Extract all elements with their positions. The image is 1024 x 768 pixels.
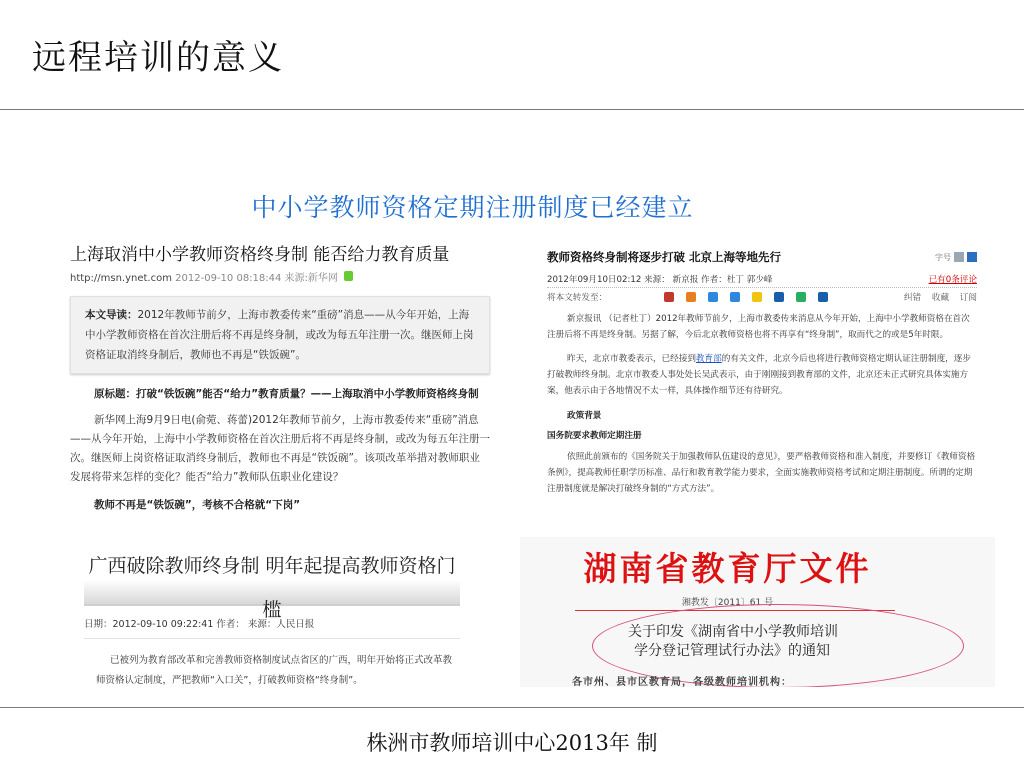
article-shanghai-body: 新华网上海9月9日电(俞菀、蒋蕾)2012年教师节前夕，上海市教委传来“重磅”消息——从今年开始，上海中小学教师资格在首次注册后将不再是终身制，或改为每五年注册一次。继医师上岗资格证取消终身制后，教师也不再是“铁饭碗”。该项改革举措对教师职业发展将带来怎样的变化？能否“给力”教师队伍职业化建设？	[70, 414, 490, 483]
font-large-icon[interactable]	[954, 252, 964, 262]
slide-title: 远程培训的意义	[32, 38, 284, 78]
comments-link[interactable]: 已有0条评论	[928, 275, 977, 285]
article-shanghai-date: 2012-09-10 08:18:44 来源:新华网	[175, 273, 338, 284]
share-icon-7[interactable]	[796, 292, 806, 302]
article-beijing-para3: 依照此前颁布的《国务院关于加强教师队伍建设的意见》，要严格教师资格和准入制度，并要修订《教师资格条例》，提高教师任职学历标准、品行和教育教学能力要求，全面实施教师资格考试和定期注册制度。所谓的定期注册制度就是解决打破终身制的“方式方法”。	[547, 452, 976, 494]
font-size-control	[935, 252, 977, 263]
share-icon-5[interactable]	[752, 292, 762, 302]
article-shanghai-url[interactable]: http://msn.ynet.com	[70, 273, 172, 284]
bottom-divider	[0, 707, 1024, 708]
article-beijing-byline: 2012年09月10日02:12 来源： 新京报 作者：杜丁 郭少峰	[547, 275, 773, 285]
share-icon-2[interactable]	[686, 292, 696, 302]
article-beijing-para1: 新京报讯 （记者杜丁）2012年教师节前夕，上海市教委传来消息从今年开始，上海中小学教师资格在首次注册后将不再是终身制。另据了解，今后北京教师资格也将不再享有“终身制”，取而代之的或是5年时限。	[547, 314, 970, 340]
share-leaf-icon	[344, 271, 353, 281]
article-guangxi	[84, 544, 460, 691]
article-shanghai-source	[70, 269, 490, 284]
article-beijing-meta	[547, 273, 977, 288]
guide-label: 本文导读：	[85, 309, 138, 321]
share-icon-4[interactable]	[730, 292, 740, 302]
article-guide-box	[70, 296, 490, 374]
document-addressee: 各市州、县市区教育局，各级教师培训机构：	[572, 677, 792, 687]
share-label: 将本文转发至：	[547, 293, 608, 303]
document-number: 湘教发〔2011〕61 号	[681, 598, 774, 608]
guide-text: 2012年教师节前夕，上海市教委传来“重磅”消息——从今年开始，上海中小学教师资格在首次注册后将不再是终身制，或改为每五年注册一次。继医师上岗资格证取消终身制后，教师也不再是“铁饭碗”。	[85, 309, 474, 361]
original-title: 原标题：打破“铁饭碗”能否“给力”教育质量？——上海取消中小学教师资格终身制	[94, 388, 479, 400]
article-guangxi-meta: 日期：2012-09-10 09:22:41 作者： 来源：人民日报	[84, 616, 460, 639]
share-icons	[664, 292, 840, 303]
article-shanghai-title: 上海取消中小学教师资格终身制 能否给力教育质量	[70, 245, 450, 265]
article-guangxi-banner: 广西破除教师终身制 明年起提高教师资格门槛	[84, 544, 460, 606]
article-beijing-para2: 昨天，北京市教委表示，已经接到教育部的有关文件，北京今后也将进行教师资格定期认证注册制度，逐步打破教师终身制。北京市教委人事处处长吴武表示，由于刚刚接到教育部的文件，北京还未正式研究具体实施方案，他表示由于各地情况不太一样，具体操作细节还有待研究。	[547, 354, 971, 396]
ministry-link[interactable]: 教育部	[695, 354, 722, 364]
article-guangxi-body: 已被列为教育部改革和完善教师资格制度试点省区的广西，明年开始将正式改革教师资格认定制度，严把教师“入口关”，打破教师资格“终身制”。	[96, 655, 453, 686]
top-divider	[0, 109, 1024, 110]
slide-headline: 中小学教师资格定期注册制度已经建立	[251, 193, 694, 222]
font-small-icon[interactable]	[967, 252, 977, 262]
document-title: 湖南省教育厅文件	[583, 549, 872, 588]
share-icon-1[interactable]	[664, 292, 674, 302]
notice-line-1: 关于印发《湖南省中小学教师培训	[628, 624, 838, 640]
article-beijing	[547, 249, 977, 497]
policy-background-heading: 政策背景	[567, 411, 602, 421]
state-council-heading: 国务院要求教师定期注册	[547, 431, 642, 441]
document-notice	[628, 623, 928, 661]
article-shanghai	[70, 240, 490, 512]
font-size-label: 字号	[935, 252, 951, 262]
correct-link[interactable]: 纠错	[903, 293, 922, 303]
article-beijing-title: 教师资格终身制将逐步打破 北京上海等地先行	[547, 250, 782, 264]
favorite-link[interactable]: 收藏	[931, 293, 950, 303]
article-actions	[896, 291, 977, 303]
slide-footer: 株洲市教师培训中心2013年 制	[366, 731, 658, 755]
subscribe-link[interactable]: 订阅	[959, 293, 977, 303]
article-shanghai-subhead: 教师不再是“铁饭碗”，考核不合格就“下岗”	[94, 499, 301, 511]
share-icon-8[interactable]	[818, 292, 828, 302]
hunan-document-image	[520, 537, 995, 687]
share-bar	[547, 291, 977, 303]
share-icon-6[interactable]	[774, 292, 784, 302]
notice-line-2: 学分登记管理试行办法》的通知	[634, 643, 830, 659]
share-icon-3[interactable]	[708, 292, 718, 302]
